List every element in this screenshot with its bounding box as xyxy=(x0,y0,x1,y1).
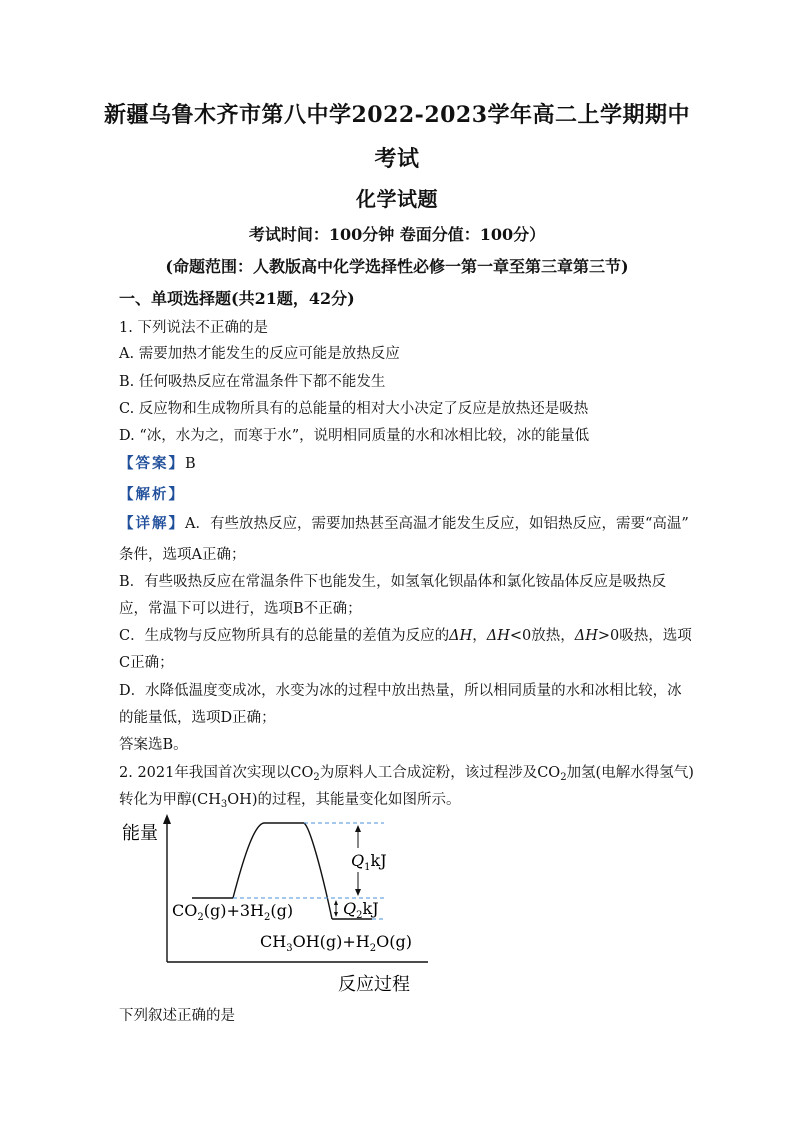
detail-c-line2: C正确； xyxy=(119,655,174,671)
detail-d-line2: 的能量低，选项D正确； xyxy=(119,710,276,726)
question-1-option-b: B. 任何吸热反应在常温条件下都不能发生 xyxy=(119,374,386,390)
detail-c-line1 xyxy=(119,624,692,645)
question-1-stem: 1. 下列说法不正确的是 xyxy=(119,320,268,336)
exam-scope: (命题范围：人教版高中化学选择性必修一第一章至第三章第三节) xyxy=(165,257,629,276)
answer-tag: 【答案】 xyxy=(119,455,185,472)
conclusion: 答案选B。 xyxy=(119,737,188,753)
analysis-tag xyxy=(119,483,185,504)
q2-text-3: 加氢(电解水得氢气) xyxy=(566,765,694,781)
question-1-option-c: C. 反应物和生成物所具有的总能量的相对大小决定了反应是放热还是吸热 xyxy=(119,401,589,417)
reactant-label: $CO_2(g)+3H_2(g)$ xyxy=(172,901,294,923)
subject-title: 化学试题 xyxy=(356,187,438,211)
page-title-line1: 新疆乌鲁木齐市第八中学2022-2023学年高二上学期期中 xyxy=(103,102,691,128)
answer-value: B xyxy=(185,456,196,472)
q2-text-5: OH)的过程，其能量变化如图所示。 xyxy=(227,792,461,808)
detail-b-line2: 应，常温下可以进行，选项B不正确； xyxy=(119,601,362,617)
question-1-option-d: D. “冰，水为之，而寒于水”，说明相同质量的水和冰相比较，冰的能量低 xyxy=(119,428,590,444)
detail-a-line2: 条件，选项A正确； xyxy=(119,547,246,563)
delta-h-1: ΔH xyxy=(449,628,473,644)
detail-a-text: A．有些放热反应，需要加热甚至高温才能发生反应，如铝热反应，需要“高温” xyxy=(185,516,689,532)
q2-label: $Q_2kJ$ xyxy=(343,899,379,921)
q2-text-2: 为原料人工合成淀粉，该过程涉及CO xyxy=(319,765,561,781)
section-heading: 一、单项选择题(共21题，42分) xyxy=(119,289,355,308)
page-title-line2: 考试 xyxy=(374,146,420,172)
answer-line xyxy=(119,452,196,473)
question-2-line1 xyxy=(119,761,694,783)
energy-diagram xyxy=(122,812,430,997)
detail-c-text-2: ， xyxy=(472,628,487,644)
x-axis-label: 反应过程 xyxy=(338,974,410,995)
analysis-label: 【解析】 xyxy=(119,486,185,503)
y-axis-arrow xyxy=(163,814,171,824)
detail-a-line1 xyxy=(119,512,689,533)
q1-label: $Q_1kJ$ xyxy=(351,851,387,873)
question-2-line2 xyxy=(119,788,460,810)
q2-text-1: 2. 2021年我国首次实现以CO xyxy=(119,765,314,781)
question-1-option-a: A. 需要加热才能发生的反应可能是放热反应 xyxy=(119,346,400,362)
delta-h-2: ΔH xyxy=(486,628,510,644)
detail-b-line1: B．有些吸热反应在常温条件下也能发生，如氢氧化钡晶体和氯化铵晶体反应是吸热反 xyxy=(119,574,667,590)
detail-d-line1: D．水降低温度变成冰，水变为冰的过程中放出热量，所以相同质量的水和冰相比较，冰 xyxy=(119,683,682,699)
q2-sub-3: 3 xyxy=(220,799,228,810)
question-2-followup: 下列叙述正确的是 xyxy=(119,1008,235,1024)
detail-c-text-1: C．生成物与反应物所具有的总能量的差值为反应的 xyxy=(119,628,450,644)
y-axis-label: 能量 xyxy=(122,823,158,844)
delta-h-3: ΔH xyxy=(574,628,598,644)
exam-info: 考试时间：100分钟 卷面分值：100分） xyxy=(248,225,546,244)
detail-c-text-3: <0放热， xyxy=(509,628,575,644)
detail-tag: 【详解】 xyxy=(119,515,185,532)
detail-c-text-4: >0吸热，选项 xyxy=(597,628,692,644)
product-label: $CH_3OH(g)+H_2O(g)$ xyxy=(260,932,412,954)
q2-sub-1: 2 xyxy=(313,772,320,783)
q2-sub-2: 2 xyxy=(560,772,567,783)
q2-text-4: 转化为甲醇(CH xyxy=(119,792,221,808)
